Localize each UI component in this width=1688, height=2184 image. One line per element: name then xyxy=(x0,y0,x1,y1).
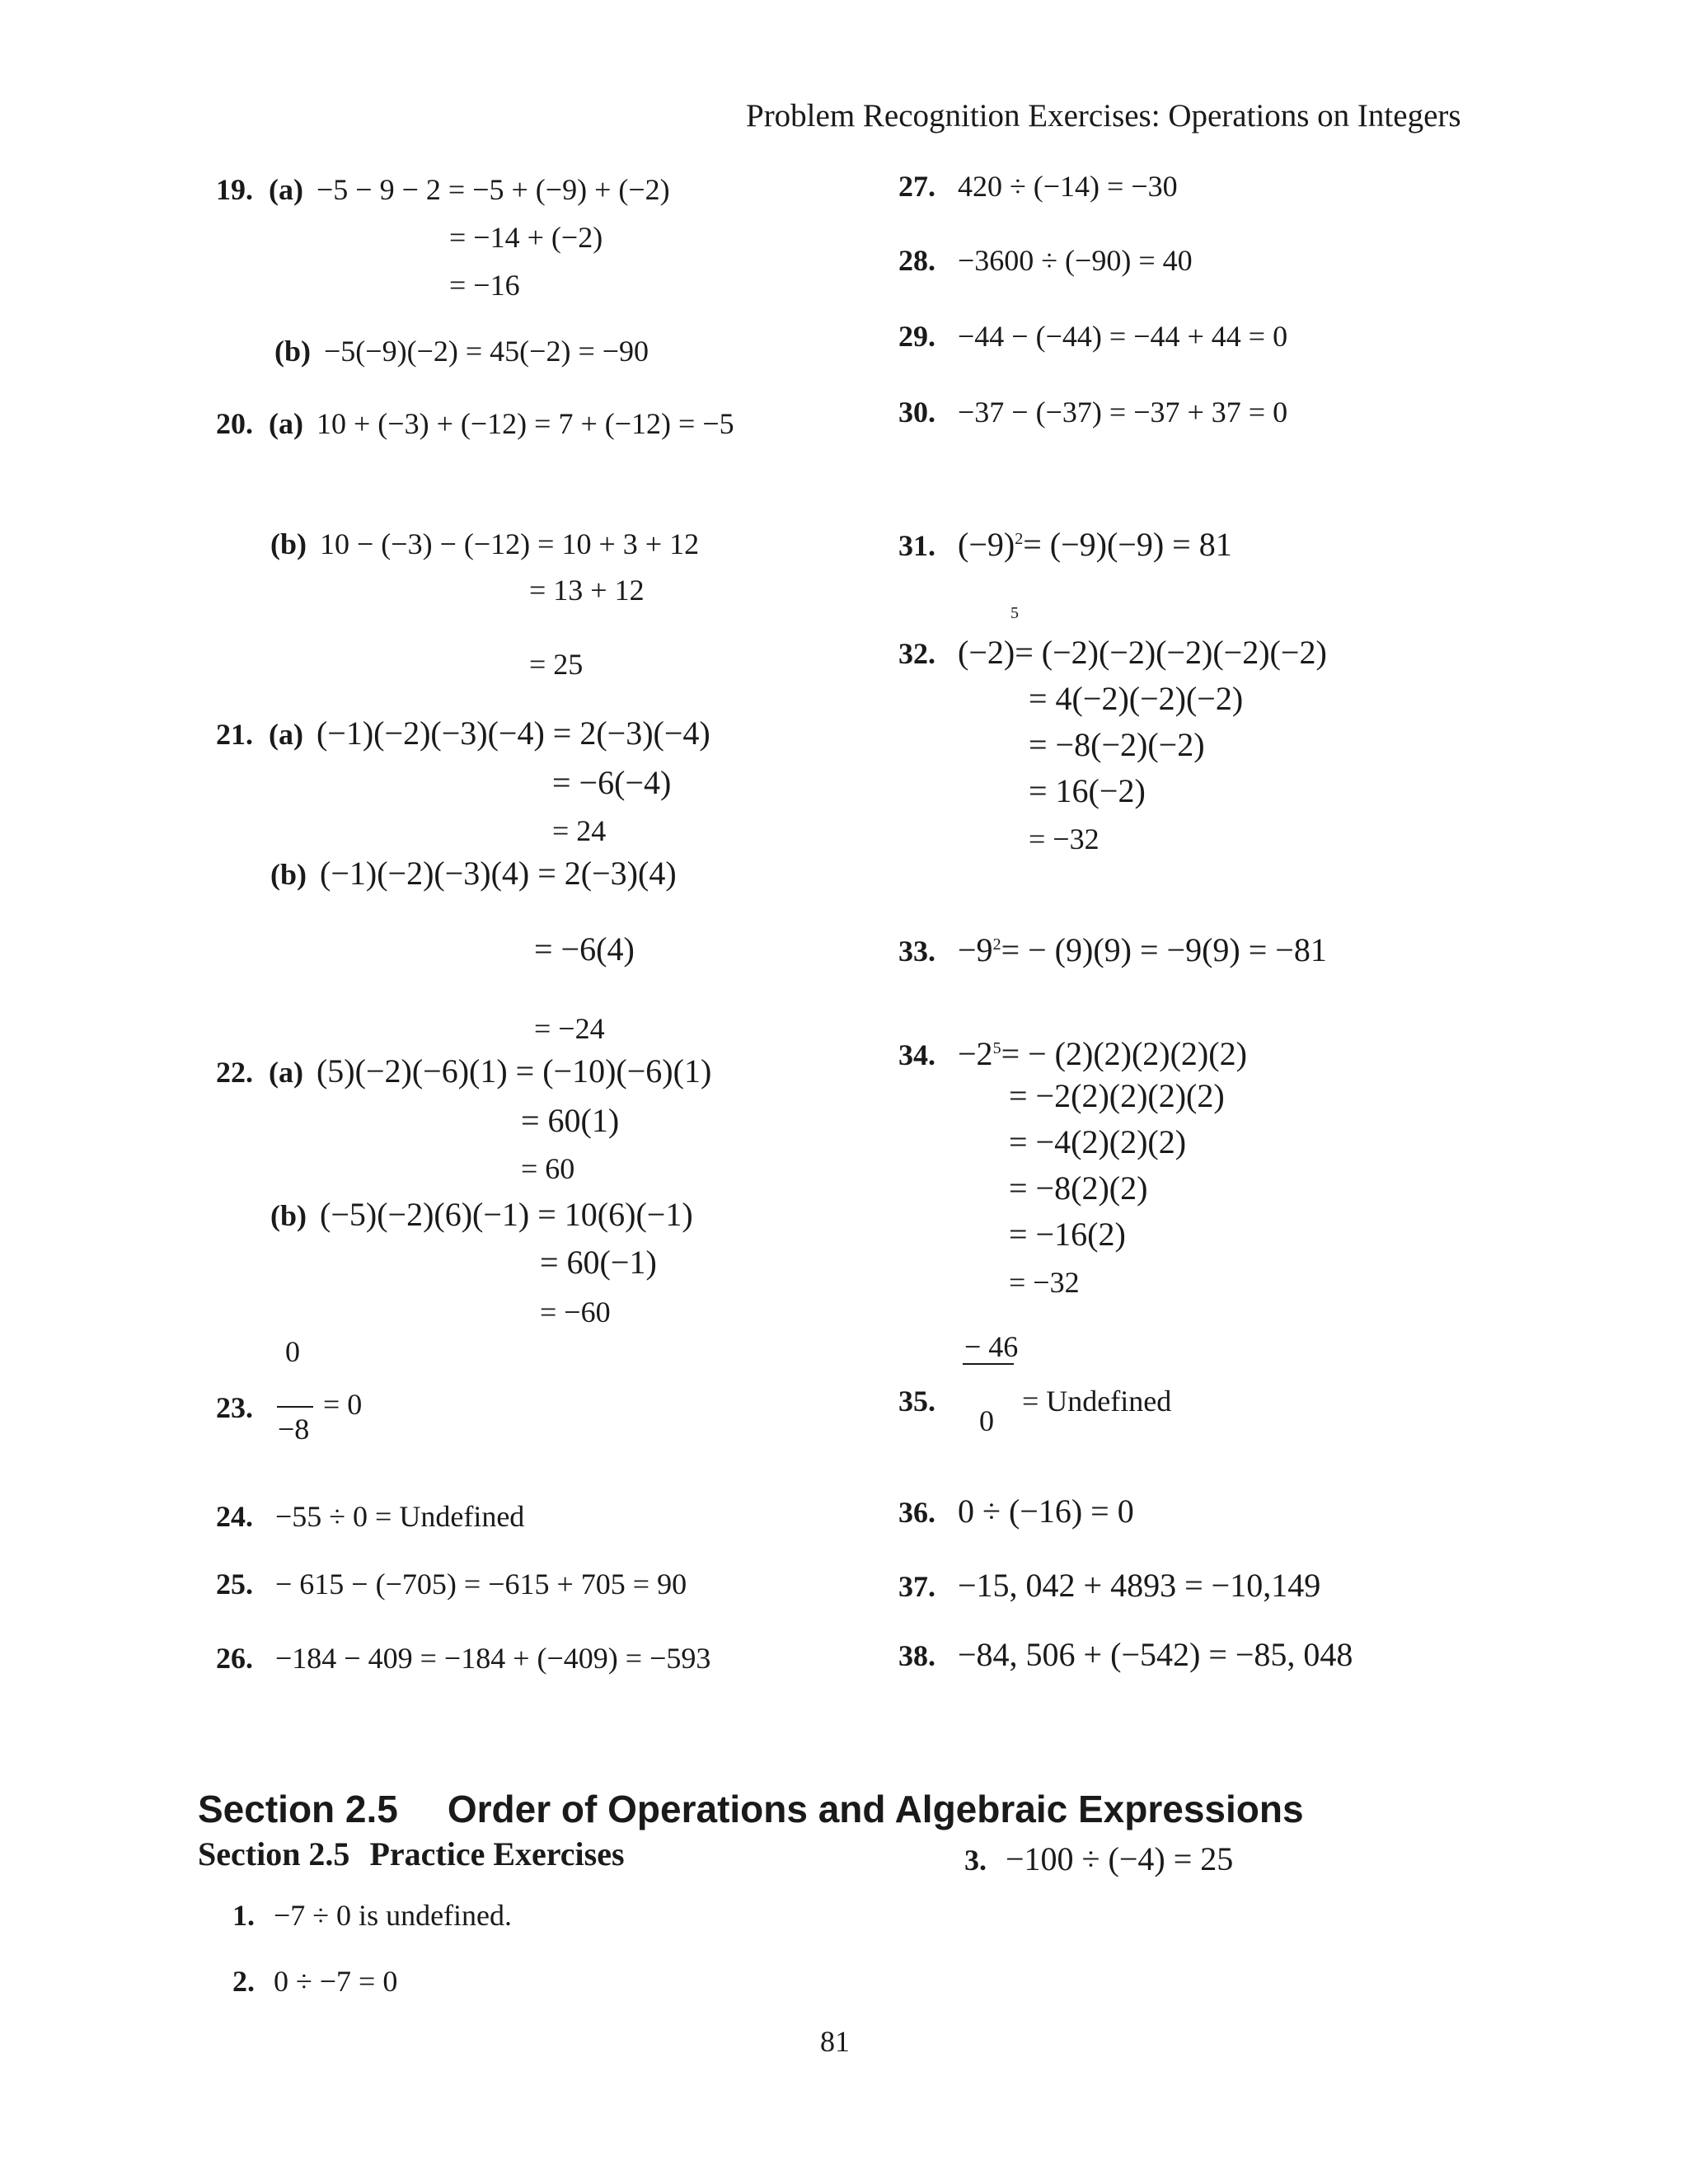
practice-2 xyxy=(232,1963,397,1999)
problem-26 xyxy=(216,1640,710,1676)
problem-number: 31. xyxy=(898,529,935,563)
math-expression: 0 ÷ −7 = 0 xyxy=(274,1965,398,1998)
problem-32-line-4: = 16(−2) xyxy=(1029,772,1146,809)
exponent: 2 xyxy=(992,935,1001,954)
problem-22b-line-2: = 60(−1) xyxy=(540,1244,657,1281)
problem-number: 23. xyxy=(216,1391,253,1424)
problem-31 xyxy=(898,521,1232,564)
problem-number: 33. xyxy=(898,935,935,968)
exponent: 5 xyxy=(992,1039,1001,1057)
problem-24 xyxy=(216,1498,524,1535)
math-expression: −5(−9)(−2) = 45(−2) = −90 xyxy=(324,335,649,368)
math-expression: −37 − (−37) = −37 + 37 = 0 xyxy=(958,396,1288,429)
math-expression: −184 − 409 = −184 + (−409) = −593 xyxy=(275,1642,711,1675)
problem-37 xyxy=(898,1568,1320,1605)
page-number: 81 xyxy=(820,2025,850,2058)
problem-20a-line xyxy=(216,405,734,442)
problem-34-line-2: = −2(2)(2)(2)(2) xyxy=(1009,1077,1225,1114)
math-expression: (−1)(−2)(−3)(4) = 2(−3)(4) xyxy=(320,855,677,892)
problem-34-line-1 xyxy=(898,1030,1247,1073)
problem-25 xyxy=(216,1566,687,1602)
problem-number: 20. xyxy=(216,407,253,440)
problem-number: 19. xyxy=(216,173,253,206)
problem-22a-line-2: = 60(1) xyxy=(521,1102,620,1139)
problem-36 xyxy=(898,1493,1134,1530)
power-base: (−9) xyxy=(958,526,1015,564)
problem-21a-line-2: = −6(−4) xyxy=(552,764,672,801)
math-expression: (−5)(−2)(6)(−1) = 10(6)(−1) xyxy=(320,1196,693,1233)
problem-22a-line-3: = 60 xyxy=(521,1152,575,1185)
problem-29 xyxy=(898,318,1287,354)
problem-21b-line-3: = −24 xyxy=(534,1012,605,1045)
problem-number: 21. xyxy=(216,718,253,751)
math-expression: −3600 ÷ (−90) = 40 xyxy=(958,244,1193,277)
fraction-numerator: − 46 xyxy=(964,1330,1019,1363)
problem-number: 24. xyxy=(216,1500,253,1533)
math-expression: = − (2)(2)(2)(2)(2) xyxy=(1001,1035,1247,1073)
problem-22b-line-3: = −60 xyxy=(540,1296,611,1329)
fraction-denominator: −8 xyxy=(278,1413,310,1446)
practice-3 xyxy=(964,1841,1233,1878)
problem-20b-line-3: = 25 xyxy=(529,648,584,681)
problem-number: 35. xyxy=(898,1385,935,1418)
problem-20b-line-2: = 13 + 12 xyxy=(529,574,645,607)
section-subtitle xyxy=(198,1835,625,1873)
math-expression: −15, 042 + 4893 = −10,149 xyxy=(958,1567,1321,1604)
problem-21b-line-2: = −6(4) xyxy=(534,930,635,968)
math-expression: = (−2)(−2)(−2)(−2)(−2) xyxy=(1015,634,1327,671)
section-title xyxy=(198,1787,1304,1831)
problem-27 xyxy=(898,168,1178,204)
part-label: (b) xyxy=(274,335,311,368)
problem-32-line-1 xyxy=(898,635,1327,672)
problem-19b-line xyxy=(274,333,649,369)
problem-32-line-3: = −8(−2)(−2) xyxy=(1029,726,1205,763)
problem-number: 25. xyxy=(216,1568,253,1601)
part-label: (b) xyxy=(270,527,307,560)
section-title-number: Section 2.5 xyxy=(198,1788,398,1830)
exponent: 2 xyxy=(1015,530,1024,548)
problem-number: 32. xyxy=(898,637,935,670)
problem-number: 37. xyxy=(898,1570,935,1603)
fraction-denominator: 0 xyxy=(979,1404,994,1437)
running-head: Problem Recognition Exercises: Operations on Integers xyxy=(746,98,1461,134)
math-expression: −84, 506 + (−542) = −85, 048 xyxy=(958,1636,1353,1673)
power-base: −2 xyxy=(958,1035,993,1073)
problem-21a-line-3: = 24 xyxy=(552,814,607,847)
math-expression: −5 − 9 − 2 = −5 + (−9) + (−2) xyxy=(316,173,670,206)
section-title-text: Order of Operations and Algebraic Expressions xyxy=(447,1788,1304,1830)
problem-number: 2. xyxy=(232,1965,255,1998)
part-label: (b) xyxy=(270,858,307,891)
problem-28 xyxy=(898,242,1193,279)
math-expression: −7 ÷ 0 is undefined. xyxy=(274,1899,513,1932)
problem-number: 22. xyxy=(216,1056,253,1089)
problem-21b-line-1 xyxy=(270,855,677,893)
section-subtitle-number: Section 2.5 xyxy=(198,1835,350,1872)
problem-19a-line-2: = −14 + (−2) xyxy=(449,221,603,254)
problem-30 xyxy=(898,394,1287,430)
math-expression: (−1)(−2)(−3)(−4) = 2(−3)(−4) xyxy=(316,715,710,752)
problem-34-line-5: = −16(2) xyxy=(1009,1216,1126,1253)
problem-number: 3. xyxy=(964,1844,987,1877)
problem-34-line-3: = −4(2)(2)(2) xyxy=(1009,1123,1187,1160)
problem-19a-line-3: = −16 xyxy=(449,269,520,302)
math-expression: 0 ÷ (−16) = 0 xyxy=(958,1493,1134,1530)
exponent: 5 xyxy=(1010,604,1019,622)
problem-22b-line-1 xyxy=(270,1197,693,1234)
problem-number: 34. xyxy=(898,1038,935,1072)
problem-number: 27. xyxy=(898,170,935,203)
math-expression: 10 + (−3) + (−12) = 7 + (−12) = −5 xyxy=(316,407,734,440)
problem-20b-line-1 xyxy=(270,526,699,562)
power-base: −9 xyxy=(958,931,993,969)
problem-number: 29. xyxy=(898,320,935,353)
problem-34-line-6: = −32 xyxy=(1009,1266,1080,1299)
math-expression: = 0 xyxy=(323,1388,363,1421)
problem-38 xyxy=(898,1637,1353,1674)
problem-32-line-2: = 4(−2)(−2)(−2) xyxy=(1029,680,1244,717)
problem-21a-line-1 xyxy=(216,715,710,752)
problem-number: 36. xyxy=(898,1496,935,1529)
problem-33 xyxy=(898,926,1327,969)
fraction-bar xyxy=(963,1363,1014,1365)
problem-22a-line-1 xyxy=(216,1053,711,1090)
problem-number: 28. xyxy=(898,244,935,277)
math-expression: = − (9)(9) = −9(9) = −81 xyxy=(1001,931,1327,969)
math-expression: = (−9)(−9) = 81 xyxy=(1023,526,1232,564)
fraction-numerator: 0 xyxy=(285,1335,300,1368)
math-expression: (5)(−2)(−6)(1) = (−10)(−6)(1) xyxy=(316,1052,712,1090)
problem-number: 1. xyxy=(232,1899,255,1932)
math-expression: −100 ÷ (−4) = 25 xyxy=(1006,1840,1234,1877)
part-label: (b) xyxy=(270,1199,307,1232)
math-expression: −55 ÷ 0 = Undefined xyxy=(275,1500,525,1533)
math-expression: = Undefined xyxy=(1022,1385,1172,1418)
problem-number: 38. xyxy=(898,1639,935,1672)
math-expression: 420 ÷ (−14) = −30 xyxy=(958,170,1178,203)
fraction-bar xyxy=(277,1406,313,1408)
math-expression: − 615 − (−705) = −615 + 705 = 90 xyxy=(275,1568,687,1601)
problem-34-line-4: = −8(2)(2) xyxy=(1009,1169,1148,1207)
problem-19a-line-1 xyxy=(216,171,670,208)
problem-number: 30. xyxy=(898,396,935,429)
practice-1 xyxy=(232,1897,512,1933)
section-subtitle-text: Practice Exercises xyxy=(369,1835,625,1872)
problem-number: 26. xyxy=(216,1642,253,1675)
part-label: (a) xyxy=(269,718,303,751)
part-label: (a) xyxy=(269,173,303,206)
part-label: (a) xyxy=(269,407,303,440)
power-base: (−2) xyxy=(958,634,1015,671)
problem-32-line-5: = −32 xyxy=(1029,823,1100,855)
math-expression: −44 − (−44) = −44 + 44 = 0 xyxy=(958,320,1288,353)
part-label: (a) xyxy=(269,1056,303,1089)
math-expression: 10 − (−3) − (−12) = 10 + 3 + 12 xyxy=(320,527,700,560)
